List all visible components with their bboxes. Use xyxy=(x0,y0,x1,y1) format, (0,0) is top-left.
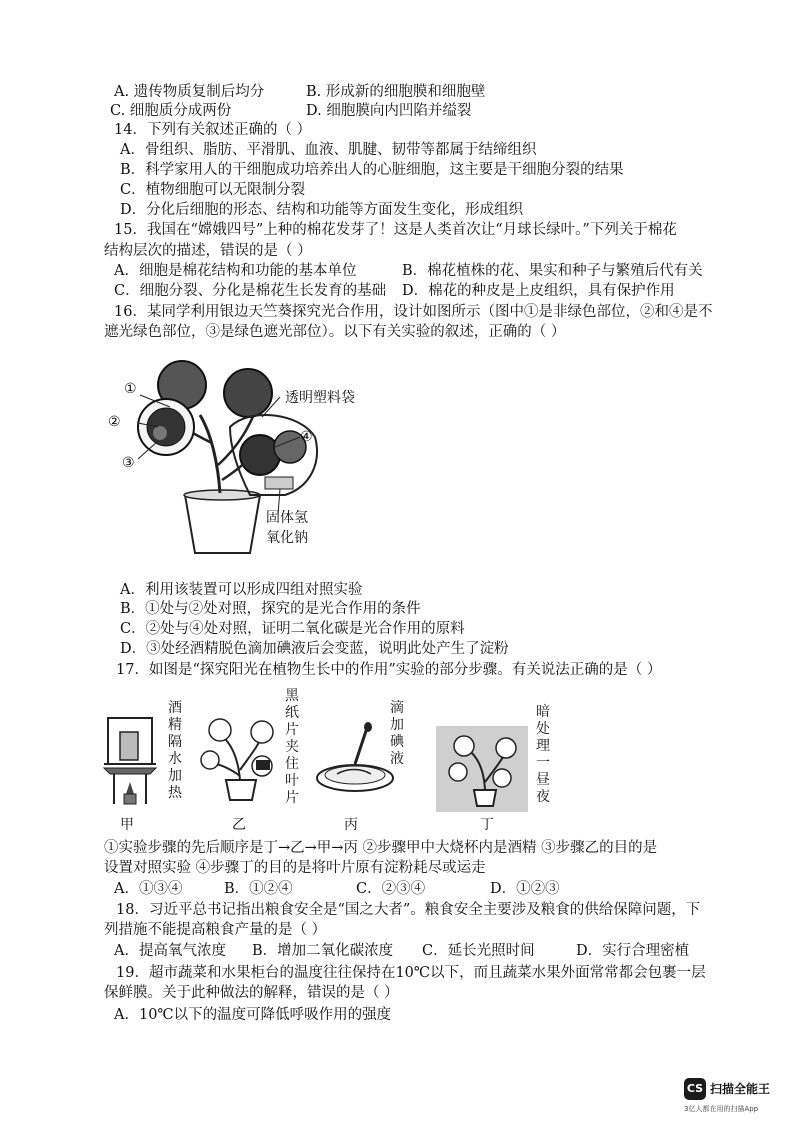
q18-stem-line2: 列措施不能提高粮食产量的是（ ） xyxy=(104,922,327,938)
q13-option-d: D. 细胞膜向内凹陷并缢裂 xyxy=(306,103,472,119)
q13-option-c: C. 细胞质分成两份 xyxy=(110,103,232,119)
q15-option-b: B．棉花植株的花、果实和种子与繁殖后代有关 xyxy=(402,263,703,279)
camscanner-icon: CS xyxy=(684,1078,706,1100)
step-yi-note: 黑纸片夹住叶片 xyxy=(285,688,299,806)
step-bing-label: 丙 xyxy=(344,817,358,833)
q16-stem-line2: 遮光绿色部位，③是绿色遮光部位）。以下有关实验的叙述，正确的（ ） xyxy=(104,324,566,340)
step-bing-figure xyxy=(315,722,397,796)
fig-label-bag: 透明塑料袋 xyxy=(285,390,355,406)
q18-option-a: A．提高氧气浓度 xyxy=(114,943,226,959)
q18-stem-line1: 18．习近平总书记指出粮食安全是“国之大者”。粮食安全主要涉及粮食的供给保障问题，下 xyxy=(116,902,701,918)
q16-stem-line1: 16．某同学利用银边天竺葵探究光合作用，设计如图所示（图中①是非绿色部位，②和④是不 xyxy=(114,304,713,320)
q17-stem: 17．如图是“探究阳光在植物生长中的作用”实验的部分步骤。有关说法正确的是（ ） xyxy=(116,662,662,678)
step-yi-label: 乙 xyxy=(232,817,246,833)
q19-stem-line1: 19．超市蔬菜和水果柜台的温度往往保持在10℃以下，而且蔬菜水果外面常常都会包裹一层 xyxy=(116,965,706,981)
fig-label-1: ① xyxy=(124,381,137,397)
fig-label-naoh-1: 固体氢 xyxy=(266,510,308,526)
q18-option-b: B．增加二氧化碳浓度 xyxy=(252,943,394,959)
fig-label-2: ② xyxy=(108,414,121,430)
fig-label-3: ③ xyxy=(122,455,135,471)
step-jia-label: 甲 xyxy=(120,817,134,833)
q18-option-c: C．延长光照时间 xyxy=(422,943,535,959)
q15-stem-line2: 结构层次的描述，错误的是（ ） xyxy=(104,243,312,259)
step-yi-figure xyxy=(200,716,280,802)
step-jia-note: 酒精隔水加热 xyxy=(168,700,182,801)
step-jia-figure xyxy=(100,712,160,808)
step-ding-figure xyxy=(436,726,528,812)
watermark-name: 扫描全能王 xyxy=(710,1082,771,1096)
q16-option-b: B．①处与②处对照，探究的是光合作用的条件 xyxy=(120,601,421,617)
q17-option-c: C．②③④ xyxy=(356,881,426,897)
leaf-top-right xyxy=(224,369,272,417)
step-ding-label: 丁 xyxy=(480,817,494,833)
step-ding-note: 暗处理一昼夜 xyxy=(536,704,550,805)
q14-stem: 14．下列有关叙述正确的（ ） xyxy=(114,122,312,138)
q17-text-line1: ①实验步骤的先后顺序是丁→乙→甲→丙 ②步骤甲中大烧杯内是酒精 ③步骤乙的目的是 xyxy=(104,840,658,856)
pot-shape xyxy=(185,495,260,553)
watermark-subtitle: 3亿人都在用的扫描App xyxy=(684,1105,759,1113)
q14-option-c: C．植物细胞可以无限制分裂 xyxy=(120,182,306,198)
q16-option-a: A．利用该装置可以形成四组对照实验 xyxy=(120,582,363,598)
q19-stem-line2: 保鲜膜。关于此种做法的解释，错误的是（ ） xyxy=(104,985,399,1001)
q14-option-d: D．分化后细胞的形态、结构和功能等方面发生变化，形成组织 xyxy=(120,202,524,218)
q17-option-d: D．①②③ xyxy=(490,881,560,897)
q15-option-d: D．棉花的种皮是上皮组织，具有保护作用 xyxy=(402,283,675,299)
q14-option-a: A．骨组织、脂肪、平滑肌、血液、肌腱、韧带等都属于结缔组织 xyxy=(120,142,537,158)
q18-option-d: D．实行合理密植 xyxy=(576,943,690,959)
q13-option-a: A. 遗传物质复制后均分 xyxy=(114,84,265,100)
leaf-in-bag xyxy=(240,435,280,475)
q14-option-b: B．科学家用人的干细胞成功培养出人的心脏细胞，这主要是干细胞分裂的结果 xyxy=(120,162,624,178)
q13-option-b: B. 形成新的细胞膜和细胞壁 xyxy=(306,84,486,100)
q15-stem-line1: 15．我国在“嫦娥四号”上种的棉花发芽了！这是人类首次让“月球长绿叶。”下列关于棉花 xyxy=(114,222,677,238)
fig-label-naoh-2: 氧化钠 xyxy=(266,530,308,546)
q16-option-d: D．③处经酒精脱色滴加碘液后会变蓝，说明此处产生了淀粉 xyxy=(120,641,509,657)
q19-option-a: A．10℃以下的温度可降低呼吸作用的强度 xyxy=(114,1007,392,1023)
q15-option-a: A．细胞是棉花结构和功能的基本单位 xyxy=(114,263,357,279)
q16-option-c: C．②处与④处对照，证明二氧化碳是光合作用的原料 xyxy=(120,621,465,637)
q17-option-a: A．①③④ xyxy=(114,881,183,897)
q17-option-b: B．①②④ xyxy=(224,881,293,897)
fig-label-4: ④ xyxy=(300,429,313,445)
step-bing-note: 滴加碘液 xyxy=(390,700,404,767)
q17-text-line2: 设置对照实验 ④步骤丁的目的是将叶片原有淀粉耗尽或运走 xyxy=(104,860,486,876)
naoh-dish xyxy=(265,477,293,489)
q15-option-c: C．细胞分裂、分化是棉花生长发育的基础 xyxy=(114,283,387,299)
